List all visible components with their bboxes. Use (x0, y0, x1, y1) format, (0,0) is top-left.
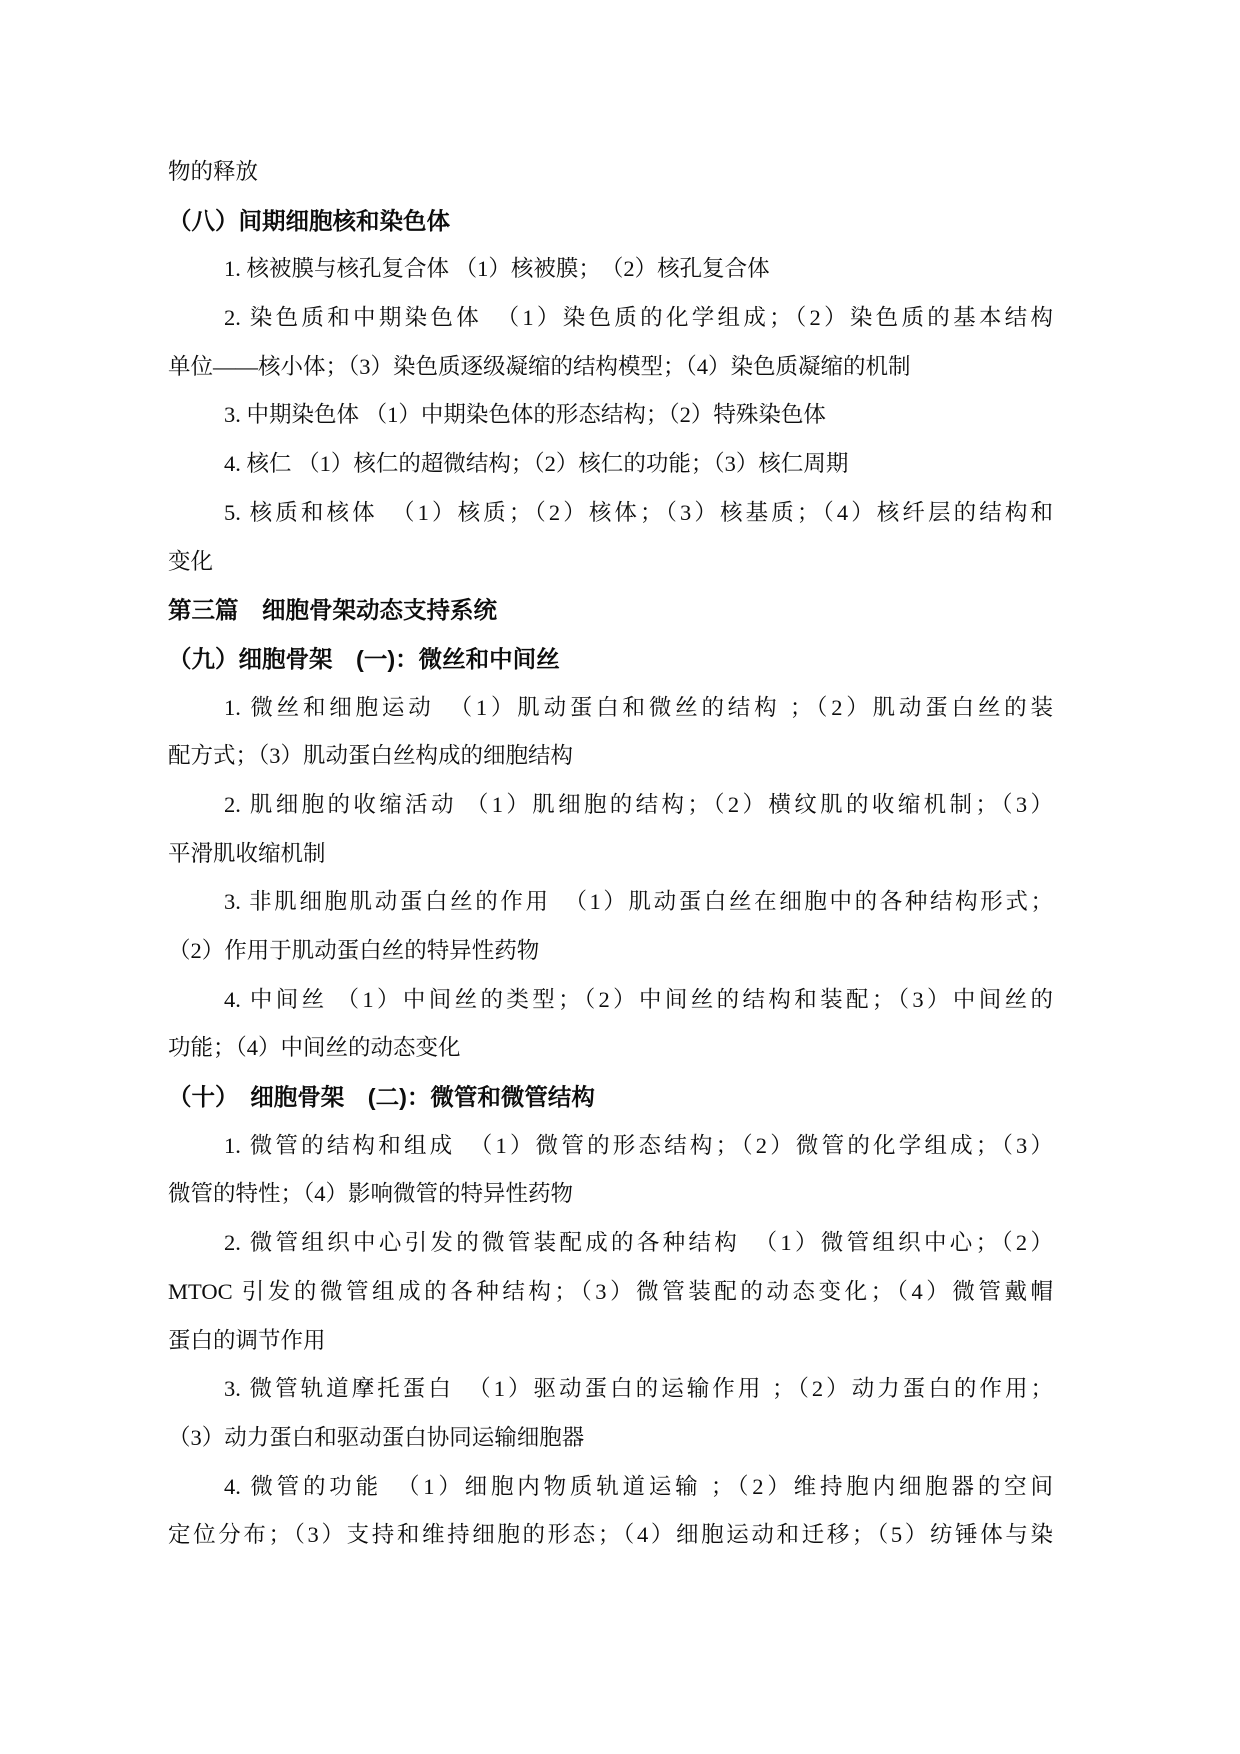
item-line: 1. 核被膜与核孔复合体 （1）核被膜； （2）核孔复合体 (224, 256, 770, 282)
paragraph-continuation-line: （2）作用于肌动蛋白丝的特异性药物 (168, 938, 540, 963)
paragraph-continuation-line: 平滑肌收缩机制 (168, 840, 326, 866)
item-line: 1. 微管的结构和组成 （1）微管的形态结构；（2）微管的化学组成；（3） (224, 1132, 1053, 1158)
paragraph-continuation-line: 配方式；（3）肌动蛋白丝构成的细胞结构 (168, 743, 574, 769)
item-line: 2. 染色质和中期染色体 （1）染色质的化学组成；（2）染色质的基本结构 (224, 305, 1053, 331)
item-line: 1. 微丝和细胞运动 （1）肌动蛋白和微丝的结构 ；（2）肌动蛋白丝的装 (224, 694, 1053, 720)
heading-section-10: （十） 细胞骨架 (二)：微管和微管结构 (168, 1084, 595, 1111)
item-line: 3. 中期染色体 （1）中期染色体的形态结构；（2）特殊染色体 (224, 402, 826, 428)
paragraph-continuation-line: 功能；（4）中间丝的动态变化 (168, 1035, 461, 1061)
item-line: 3. 非肌细胞肌动蛋白丝的作用 （1）肌动蛋白丝在细胞中的各种结构形式； (224, 889, 1053, 915)
paragraph-continuation-line: MTOC 引发的微管组成的各种结构；（3）微管装配的动态变化；（4）微管戴帽 (168, 1278, 1053, 1304)
heading-section-9: （九）细胞骨架 (一)：微丝和中间丝 (168, 645, 560, 672)
item-line: 2. 肌细胞的收缩活动 （1）肌细胞的结构；（2）横纹肌的收缩机制；（3） (224, 791, 1053, 817)
paragraph-continuation-line: 变化 (168, 548, 214, 574)
document-content (168, 148, 1053, 1560)
paragraph-continuation-line: （3）动力蛋白和驱动蛋白协同运输细胞器 (168, 1424, 585, 1450)
item-line: 3. 微管轨道摩托蛋白 （1）驱动蛋白的运输作用 ；（2）动力蛋白的作用； (224, 1376, 1053, 1402)
paragraph-continuation-line: 定位分布；（3）支持和维持细胞的形态；（4）细胞运动和迁移；（5）纺锤体与染 (168, 1522, 1053, 1548)
paragraph-continuation-line: 微管的特性；（4）影响微管的特异性药物 (168, 1181, 574, 1207)
item-line: 2. 微管组织中心引发的微管装配成的各种结构 （1）微管组织中心；（2） (224, 1230, 1053, 1256)
paragraph-continuation-line: 蛋白的调节作用 (168, 1327, 326, 1353)
paragraph-continuation-line: 物的释放 (168, 159, 259, 184)
item-line: 4. 中间丝 （1）中间丝的类型；（2）中间丝的结构和装配；（3）中间丝的 (224, 986, 1053, 1012)
heading-part-3: 第三篇 细胞骨架动态支持系统 (168, 597, 497, 624)
item-line: 4. 微管的功能 （1）细胞内物质轨道运输 ；（2）维持胞内细胞器的空间 (224, 1473, 1053, 1499)
heading-section-8: （八）间期细胞核和染色体 (168, 207, 450, 234)
paragraph-continuation-line: 单位——核小体；（3）染色质逐级凝缩的结构模型；（4）染色质凝缩的机制 (168, 353, 911, 379)
item-line: 5. 核质和核体 （1）核质；（2）核体；（3）核基质；（4）核纤层的结构和 (224, 499, 1053, 525)
item-line: 4. 核仁 （1）核仁的超微结构；（2）核仁的功能；（3）核仁周期 (224, 451, 849, 477)
